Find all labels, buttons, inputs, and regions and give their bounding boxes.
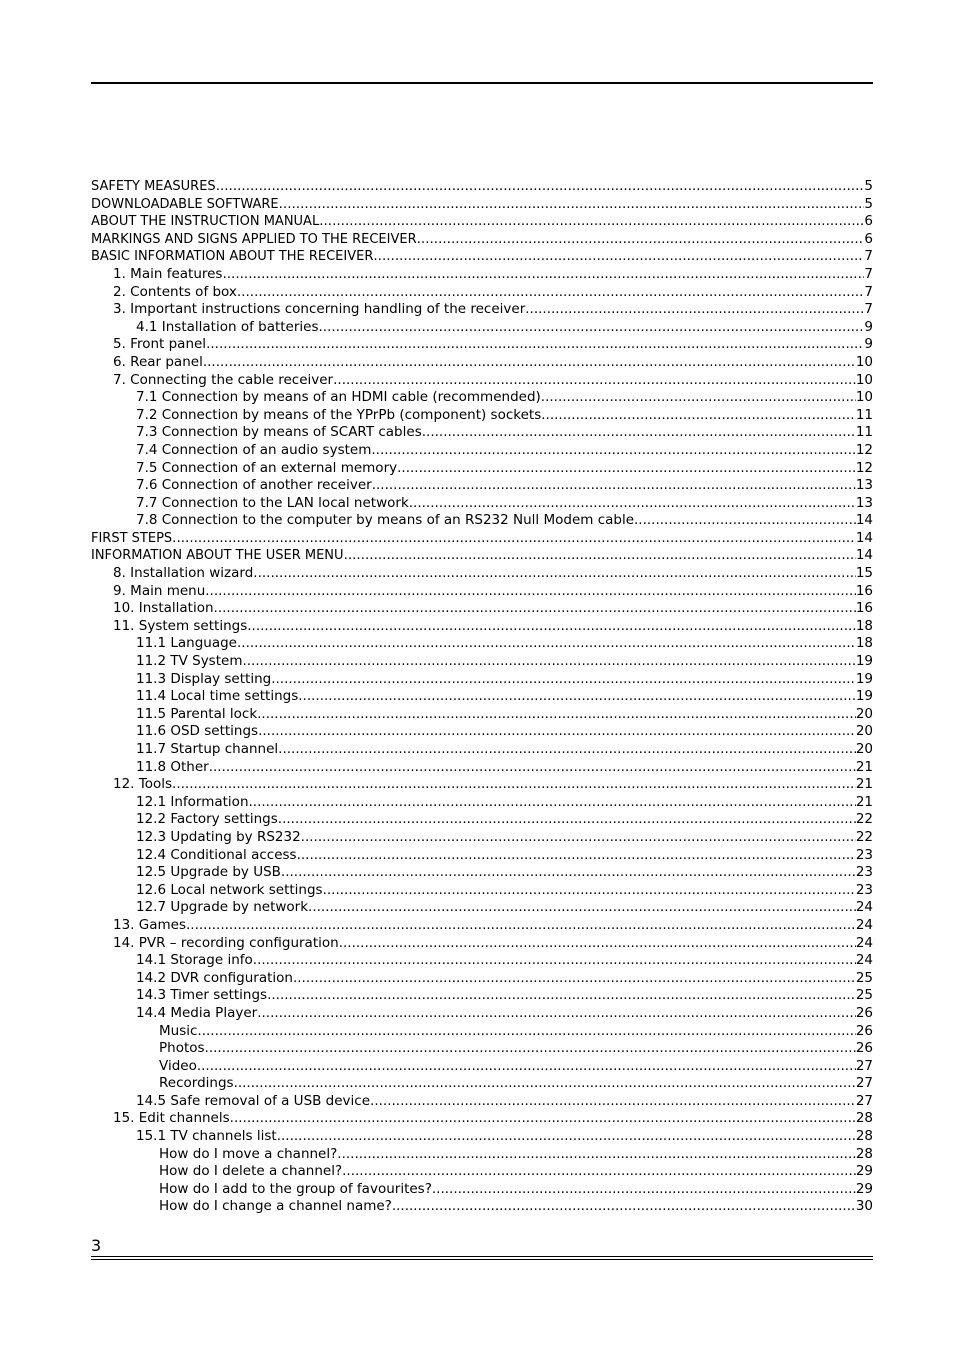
toc-entry-page: 5 bbox=[864, 178, 873, 194]
toc-entry[interactable] bbox=[91, 1198, 873, 1216]
toc-entry[interactable] bbox=[91, 301, 873, 319]
toc-dot-leader bbox=[222, 266, 864, 284]
toc-entry-title: 14.2 DVR configuration bbox=[136, 969, 293, 986]
toc-entry-page: 13 bbox=[855, 477, 873, 494]
toc-entry-title: 12.4 Conditional access bbox=[136, 846, 297, 863]
toc-entry[interactable] bbox=[91, 178, 873, 196]
toc-entry-page: 27 bbox=[855, 1092, 873, 1109]
toc-entry[interactable] bbox=[91, 213, 873, 231]
toc-entry-page: 14 bbox=[855, 529, 873, 546]
toc-dot-leader bbox=[242, 653, 855, 671]
toc-dot-leader bbox=[205, 1040, 856, 1058]
toc-entry[interactable] bbox=[91, 723, 873, 741]
toc-entry-page: 25 bbox=[855, 987, 873, 1004]
toc-entry-page: 11 bbox=[855, 424, 873, 441]
toc-dot-leader bbox=[308, 899, 856, 917]
toc-entry-page: 21 bbox=[855, 758, 873, 775]
toc-dot-leader bbox=[197, 1058, 856, 1076]
toc-dot-leader bbox=[277, 1128, 856, 1146]
toc-entry-title: 7.7 Connection to the LAN local network bbox=[136, 494, 409, 511]
toc-entry[interactable] bbox=[91, 600, 873, 618]
toc-entry[interactable] bbox=[91, 1058, 873, 1076]
toc-dot-leader bbox=[422, 424, 856, 442]
toc-entry[interactable] bbox=[91, 1075, 873, 1093]
toc-entry-page: 27 bbox=[855, 1057, 873, 1074]
toc-entry-page: 18 bbox=[855, 635, 873, 652]
toc-entry-page: 23 bbox=[855, 846, 873, 863]
toc-entry[interactable] bbox=[91, 547, 873, 565]
toc-entry-page: 22 bbox=[855, 828, 873, 845]
toc-entry-title: INFORMATION ABOUT THE USER MENU bbox=[91, 548, 344, 564]
toc-entry-title: 3. Important instructions concerning handling of the receiver bbox=[113, 301, 526, 318]
toc-entry-title: 12.6 Local network settings bbox=[136, 881, 323, 898]
toc-dot-leader bbox=[409, 495, 856, 513]
toc-entry-page: 23 bbox=[855, 881, 873, 898]
toc-entry-title: 13. Games bbox=[113, 916, 186, 933]
toc-entry-page: 22 bbox=[855, 811, 873, 828]
toc-entry-page: 24 bbox=[855, 952, 873, 969]
toc-dot-leader bbox=[247, 618, 856, 636]
toc-dot-leader bbox=[172, 530, 856, 548]
toc-entry[interactable] bbox=[91, 284, 873, 302]
toc-dot-leader bbox=[371, 442, 855, 460]
toc-entry-title: Music bbox=[159, 1022, 198, 1039]
toc-entry-page: 25 bbox=[855, 969, 873, 986]
toc-dot-leader bbox=[209, 759, 856, 777]
toc-dot-leader bbox=[278, 811, 856, 829]
toc-entry-title: 12.2 Factory settings bbox=[136, 811, 278, 828]
toc-entry-page: 19 bbox=[855, 688, 873, 705]
toc-dot-leader bbox=[319, 213, 864, 231]
toc-entry[interactable] bbox=[91, 829, 873, 847]
toc-entry-title: 11.8 Other bbox=[136, 758, 209, 775]
toc-dot-leader bbox=[373, 248, 864, 266]
toc-entry[interactable] bbox=[91, 1040, 873, 1058]
toc-entry[interactable] bbox=[91, 882, 873, 900]
toc-entry-title: 11.6 OSD settings bbox=[136, 723, 259, 740]
toc-entry[interactable] bbox=[91, 583, 873, 601]
toc-entry-page: 10 bbox=[855, 371, 873, 388]
toc-entry-title: 15. Edit channels bbox=[113, 1110, 230, 1127]
toc-entry-title: 11.3 Display setting bbox=[136, 670, 272, 687]
toc-entry[interactable] bbox=[91, 231, 873, 249]
toc-entry-title: 7.1 Connection by means of an HDMI cable (recommended) bbox=[136, 389, 541, 406]
toc-entry-title: 7.3 Connection by means of SCART cables bbox=[136, 424, 422, 441]
toc-entry[interactable] bbox=[91, 741, 873, 759]
toc-dot-leader bbox=[253, 565, 856, 583]
toc-entry-title: 11.7 Startup channel bbox=[136, 741, 279, 757]
toc-entry-title: How do I delete a channel? bbox=[159, 1163, 343, 1180]
toc-dot-leader bbox=[237, 635, 856, 653]
toc-entry[interactable] bbox=[91, 1181, 873, 1199]
toc-dot-leader bbox=[237, 284, 865, 302]
toc-entry[interactable] bbox=[91, 917, 873, 935]
toc-entry-title: 11.1 Language bbox=[136, 635, 237, 652]
toc-entry-page: 19 bbox=[855, 670, 873, 687]
toc-entry-page: 26 bbox=[855, 1004, 873, 1021]
toc-entry-title: 4.1 Installation of batteries bbox=[136, 318, 319, 335]
toc-dot-leader bbox=[206, 336, 864, 354]
toc-entry-title: 7.6 Connection of another receiver bbox=[136, 477, 372, 494]
toc-dot-leader bbox=[333, 372, 856, 390]
toc-dot-leader bbox=[278, 741, 856, 759]
toc-entry-page: 23 bbox=[855, 864, 873, 881]
toc-entry-title: SAFETY MEASURES bbox=[91, 179, 216, 194]
toc-dot-leader bbox=[541, 407, 856, 425]
toc-entry-title: 7. Connecting the cable receiver bbox=[113, 371, 334, 388]
footer-rule bbox=[91, 1256, 873, 1260]
toc-entry-page: 9 bbox=[864, 318, 873, 335]
toc-entry[interactable] bbox=[91, 442, 873, 460]
toc-entry[interactable] bbox=[91, 460, 873, 478]
page-number: 3 bbox=[91, 1236, 102, 1255]
toc-entry[interactable] bbox=[91, 1005, 873, 1023]
toc-dot-leader bbox=[267, 987, 856, 1005]
toc-entry[interactable] bbox=[91, 354, 873, 372]
toc-entry[interactable] bbox=[91, 987, 873, 1005]
toc-entry-page: 6 bbox=[864, 213, 873, 230]
toc-entry-page: 11 bbox=[855, 406, 873, 423]
toc-entry-title: 14.3 Timer settings bbox=[136, 987, 268, 1004]
toc-dot-leader bbox=[281, 864, 856, 882]
toc-entry-title: 14.5 Safe removal of a USB device bbox=[136, 1092, 371, 1109]
toc-entry-page: 21 bbox=[855, 776, 873, 793]
toc-entry[interactable] bbox=[91, 565, 873, 583]
toc-entry-page: 20 bbox=[855, 741, 873, 757]
toc-entry[interactable] bbox=[91, 899, 873, 917]
toc-entry-title: 8. Installation wizard bbox=[113, 565, 254, 582]
toc-entry-title: 15.1 TV channels list bbox=[136, 1128, 277, 1145]
toc-entry[interactable] bbox=[91, 653, 873, 671]
toc-dot-leader bbox=[214, 600, 856, 618]
toc-entry[interactable] bbox=[91, 776, 873, 794]
toc-entry[interactable] bbox=[91, 1110, 873, 1128]
toc-entry-page: 10 bbox=[855, 353, 873, 370]
toc-entry[interactable] bbox=[91, 266, 873, 284]
toc-entry[interactable] bbox=[91, 319, 873, 337]
toc-entry[interactable] bbox=[91, 1146, 873, 1164]
toc-entry-page: 26 bbox=[855, 1022, 873, 1039]
toc-entry[interactable] bbox=[91, 477, 873, 495]
toc-entry-page: 16 bbox=[855, 600, 873, 617]
toc-entry[interactable] bbox=[91, 512, 873, 530]
toc-dot-leader bbox=[293, 970, 856, 988]
toc-entry-page: 20 bbox=[855, 723, 873, 740]
toc-dot-leader bbox=[203, 354, 856, 372]
toc-entry-title: 7.8 Connection to the computer by means of an RS232 Null Modem cable bbox=[136, 512, 635, 529]
toc-dot-leader bbox=[370, 1093, 856, 1111]
toc-dot-leader bbox=[634, 512, 856, 530]
toc-entry-page: 15 bbox=[855, 565, 873, 582]
header-rule bbox=[91, 82, 873, 84]
toc-entry-title: 7.4 Connection of an audio system bbox=[136, 441, 372, 458]
toc-entry[interactable] bbox=[91, 495, 873, 513]
toc-entry-title: 14.4 Media Player bbox=[136, 1004, 258, 1021]
toc-dot-leader bbox=[319, 319, 865, 337]
toc-entry[interactable] bbox=[91, 618, 873, 636]
toc-dot-leader bbox=[279, 196, 865, 214]
toc-entry-page: 9 bbox=[864, 336, 873, 353]
toc-entry-title: 14. PVR – recording configuration bbox=[113, 934, 339, 951]
toc-entry-title: FIRST STEPS bbox=[91, 530, 173, 546]
toc-dot-leader bbox=[342, 1163, 856, 1181]
toc-dot-leader bbox=[230, 1110, 856, 1128]
toc-entry-page: 30 bbox=[855, 1198, 873, 1215]
toc-dot-leader bbox=[417, 231, 865, 249]
toc-entry-page: 21 bbox=[855, 793, 873, 810]
toc-dot-leader bbox=[205, 583, 856, 601]
toc-entry[interactable] bbox=[91, 196, 873, 214]
toc-entry[interactable] bbox=[91, 952, 873, 970]
toc-entry-page: 18 bbox=[855, 617, 873, 634]
toc-entry-title: 12.5 Upgrade by USB bbox=[136, 864, 281, 881]
toc-entry-title: Video bbox=[159, 1057, 197, 1074]
toc-entry-title: 9. Main menu bbox=[113, 582, 206, 599]
toc-entry[interactable] bbox=[91, 1023, 873, 1041]
toc-entry[interactable] bbox=[91, 407, 873, 425]
toc-entry-title: ABOUT THE INSTRUCTION MANUAL bbox=[91, 214, 320, 230]
toc-entry-page: 14 bbox=[855, 512, 873, 529]
toc-entry[interactable] bbox=[91, 935, 873, 953]
toc-dot-leader bbox=[257, 1005, 856, 1023]
toc-entry-page: 12 bbox=[855, 459, 873, 476]
toc-entry-title: How do I move a channel? bbox=[159, 1145, 338, 1162]
toc-dot-leader bbox=[541, 389, 856, 407]
toc-entry-page: 28 bbox=[855, 1128, 873, 1145]
toc-dot-leader bbox=[258, 723, 856, 741]
toc-dot-leader bbox=[339, 935, 856, 953]
toc-entry-page: 28 bbox=[855, 1110, 873, 1127]
toc-entry-title: 12.7 Upgrade by network bbox=[136, 899, 309, 916]
toc-entry[interactable] bbox=[91, 706, 873, 724]
toc-entry[interactable] bbox=[91, 1163, 873, 1181]
toc-entry[interactable] bbox=[91, 759, 873, 777]
toc-entry-title: 12.1 Information bbox=[136, 793, 249, 810]
toc-dot-leader bbox=[216, 178, 865, 196]
toc-entry-title: Recordings bbox=[159, 1075, 234, 1092]
toc-entry-title: 12. Tools bbox=[113, 776, 173, 793]
toc-dot-leader bbox=[301, 829, 856, 847]
toc-entry-title: Photos bbox=[159, 1040, 205, 1057]
toc-entry-page: 24 bbox=[855, 916, 873, 933]
toc-entry-page: 7 bbox=[864, 283, 873, 300]
toc-entry-page: 10 bbox=[855, 389, 873, 406]
toc-entry[interactable] bbox=[91, 424, 873, 442]
toc-entry-title: How do I change a channel name? bbox=[159, 1198, 392, 1215]
toc-entry[interactable] bbox=[91, 389, 873, 407]
toc-dot-leader bbox=[297, 847, 856, 865]
toc-entry-title: DOWNLOADABLE SOFTWARE bbox=[91, 196, 279, 212]
toc-dot-leader bbox=[397, 460, 856, 478]
toc-entry-title: 11. System settings bbox=[113, 617, 248, 634]
toc-entry-page: 5 bbox=[864, 195, 873, 212]
toc-entry-title: 7.5 Connection of an external memory bbox=[136, 459, 398, 476]
toc-dot-leader bbox=[344, 547, 856, 565]
toc-dot-leader bbox=[249, 794, 856, 812]
toc-entry[interactable] bbox=[91, 794, 873, 812]
toc-entry-title: 11.5 Parental lock bbox=[136, 705, 258, 722]
toc-entry[interactable] bbox=[91, 970, 873, 988]
toc-dot-leader bbox=[372, 477, 856, 495]
toc-entry[interactable] bbox=[91, 864, 873, 882]
toc-dot-leader bbox=[253, 952, 856, 970]
toc-entry[interactable] bbox=[91, 688, 873, 706]
toc-entry-title: 11.2 TV System bbox=[136, 653, 243, 670]
toc-entry-title: MARKINGS AND SIGNS APPLIED TO THE RECEIVER bbox=[91, 231, 417, 247]
toc-entry-page: 29 bbox=[855, 1163, 873, 1180]
toc-entry-page: 26 bbox=[855, 1040, 873, 1057]
toc-entry-title: BASIC INFORMATION ABOUT THE RECEIVER bbox=[91, 249, 374, 265]
toc-entry[interactable] bbox=[91, 847, 873, 865]
toc-dot-leader bbox=[392, 1198, 856, 1216]
toc-entry-page: 24 bbox=[855, 899, 873, 916]
toc-entry-title: 2. Contents of box bbox=[113, 283, 237, 300]
toc-entry-page: 20 bbox=[855, 705, 873, 722]
table-of-contents bbox=[91, 178, 873, 1216]
toc-entry[interactable] bbox=[91, 1093, 873, 1111]
toc-entry[interactable] bbox=[91, 530, 873, 548]
toc-dot-leader bbox=[234, 1075, 856, 1093]
toc-entry-title: 11.4 Local time settings bbox=[136, 688, 299, 705]
toc-entry-page: 16 bbox=[855, 582, 873, 599]
toc-dot-leader bbox=[323, 882, 856, 900]
toc-dot-leader bbox=[197, 1023, 855, 1041]
toc-entry[interactable] bbox=[91, 811, 873, 829]
toc-entry-title: How do I add to the group of favourites? bbox=[159, 1180, 432, 1197]
toc-entry-title: 1. Main features bbox=[113, 265, 223, 282]
toc-dot-leader bbox=[432, 1181, 856, 1199]
toc-entry-page: 29 bbox=[855, 1180, 873, 1197]
toc-dot-leader bbox=[298, 688, 856, 706]
toc-dot-leader bbox=[271, 671, 856, 689]
toc-dot-leader bbox=[257, 706, 856, 724]
toc-entry-title: 5. Front panel bbox=[113, 336, 207, 353]
toc-entry-page: 19 bbox=[855, 653, 873, 670]
toc-entry-page: 7 bbox=[864, 265, 873, 282]
toc-dot-leader bbox=[186, 917, 856, 935]
toc-entry-page: 7 bbox=[864, 248, 873, 265]
toc-entry[interactable] bbox=[91, 372, 873, 390]
toc-entry[interactable] bbox=[91, 635, 873, 653]
toc-entry-page: 14 bbox=[855, 547, 873, 564]
toc-dot-leader bbox=[525, 301, 864, 319]
toc-entry-page: 7 bbox=[864, 301, 873, 318]
toc-dot-leader bbox=[337, 1146, 856, 1164]
toc-entry-title: 6. Rear panel bbox=[113, 353, 203, 370]
toc-entry[interactable] bbox=[91, 248, 873, 266]
toc-entry-page: 12 bbox=[855, 441, 873, 458]
toc-entry-title: 7.2 Connection by means of the YPrPb (component) sockets bbox=[136, 406, 542, 423]
toc-entry[interactable] bbox=[91, 671, 873, 689]
toc-entry-page: 6 bbox=[864, 230, 873, 247]
toc-entry[interactable] bbox=[91, 1128, 873, 1146]
toc-entry-title: 14.1 Storage info bbox=[136, 952, 253, 969]
toc-dot-leader bbox=[172, 776, 856, 794]
toc-entry-title: 10. Installation bbox=[113, 600, 214, 617]
toc-entry-page: 28 bbox=[855, 1145, 873, 1162]
toc-entry-page: 24 bbox=[855, 934, 873, 951]
toc-entry-page: 13 bbox=[855, 494, 873, 511]
toc-entry[interactable] bbox=[91, 336, 873, 354]
toc-entry-page: 27 bbox=[855, 1075, 873, 1092]
toc-entry-title: 12.3 Updating by RS232 bbox=[136, 828, 301, 845]
